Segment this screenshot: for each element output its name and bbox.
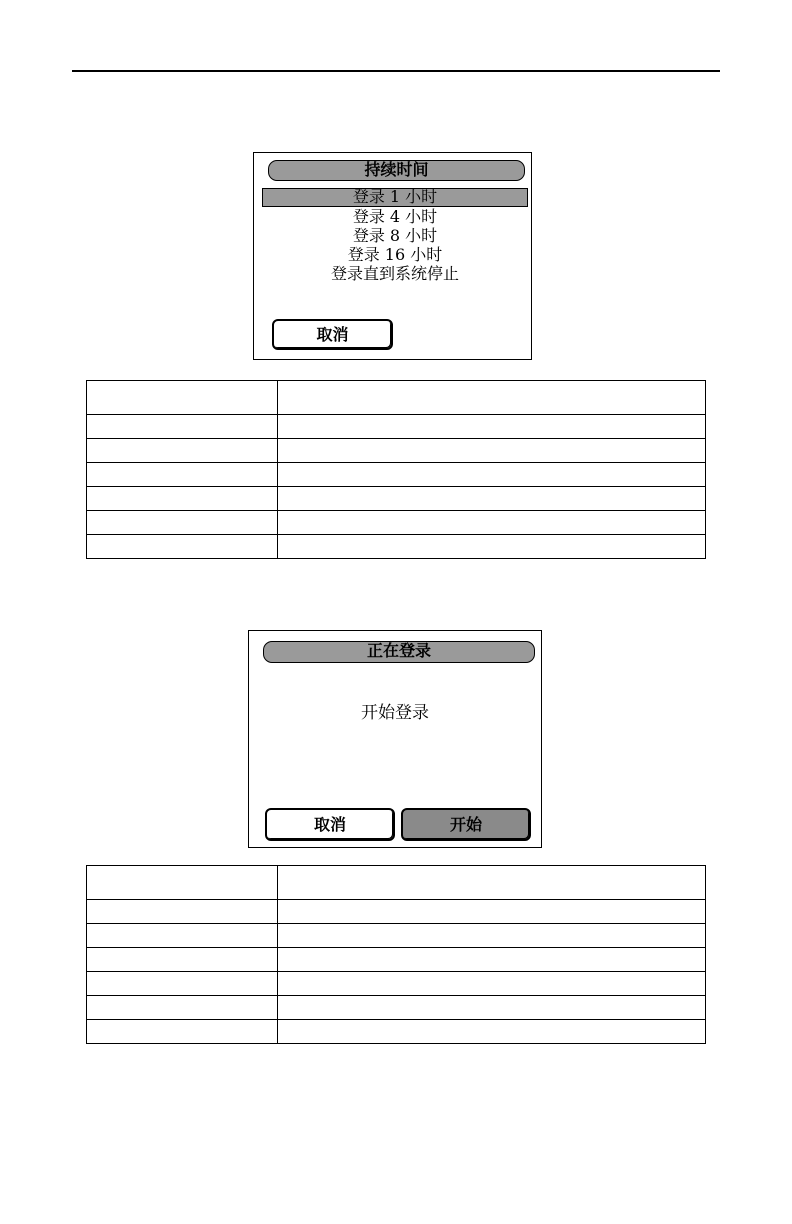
table-row [87, 439, 706, 463]
table-cell [87, 996, 278, 1020]
table-cell [278, 996, 706, 1020]
table-row [87, 415, 706, 439]
table-cell [87, 535, 278, 559]
table-cell [87, 439, 278, 463]
table-row [87, 535, 706, 559]
table-cell [278, 1020, 706, 1044]
table-row [87, 1020, 706, 1044]
table-row [87, 900, 706, 924]
table-row [87, 381, 706, 415]
table-cell [87, 487, 278, 511]
table-cell [278, 900, 706, 924]
cancel-button[interactable]: 取消 [272, 319, 393, 350]
table-cell [87, 1020, 278, 1044]
duration-option-8h[interactable]: 登录 8 小时 [352, 226, 438, 245]
table-row [87, 463, 706, 487]
table-cell [87, 866, 278, 900]
screen-title: 正在登录 [263, 641, 535, 663]
table-cell [278, 948, 706, 972]
table-cell [278, 924, 706, 948]
cancel-button[interactable]: 取消 [265, 808, 395, 841]
table-cell [87, 948, 278, 972]
duration-option-4h[interactable]: 登录 4 小时 [352, 207, 438, 226]
table-row [87, 972, 706, 996]
table-cell [87, 381, 278, 415]
table-cell [278, 972, 706, 996]
table-cell [87, 415, 278, 439]
duration-screen [253, 152, 532, 360]
table-1 [86, 380, 706, 559]
table-row [87, 511, 706, 535]
table-cell [278, 535, 706, 559]
table-row [87, 948, 706, 972]
table-cell [278, 415, 706, 439]
start-button[interactable]: 开始 [401, 808, 531, 841]
duration-option-1h[interactable]: 登录 1 小时 [262, 188, 528, 207]
table-cell [87, 511, 278, 535]
top-rule [72, 70, 720, 72]
table-row [87, 924, 706, 948]
screen-title: 持续时间 [268, 160, 525, 181]
table-cell [87, 924, 278, 948]
table-row [87, 866, 706, 900]
status-message: 开始登录 [361, 703, 429, 723]
table-cell [278, 439, 706, 463]
table-row [87, 996, 706, 1020]
table-cell [278, 463, 706, 487]
duration-option-until-stop[interactable]: 登录直到系统停止 [330, 264, 459, 283]
table-cell [278, 381, 706, 415]
table-cell [278, 866, 706, 900]
table-cell [87, 972, 278, 996]
table-2 [86, 865, 706, 1044]
logging-screen [248, 630, 542, 848]
table-cell [278, 511, 706, 535]
table-cell [278, 487, 706, 511]
duration-option-16h[interactable]: 登录 16 小时 [347, 245, 443, 264]
table-row [87, 487, 706, 511]
table-cell [87, 900, 278, 924]
table-cell [87, 463, 278, 487]
